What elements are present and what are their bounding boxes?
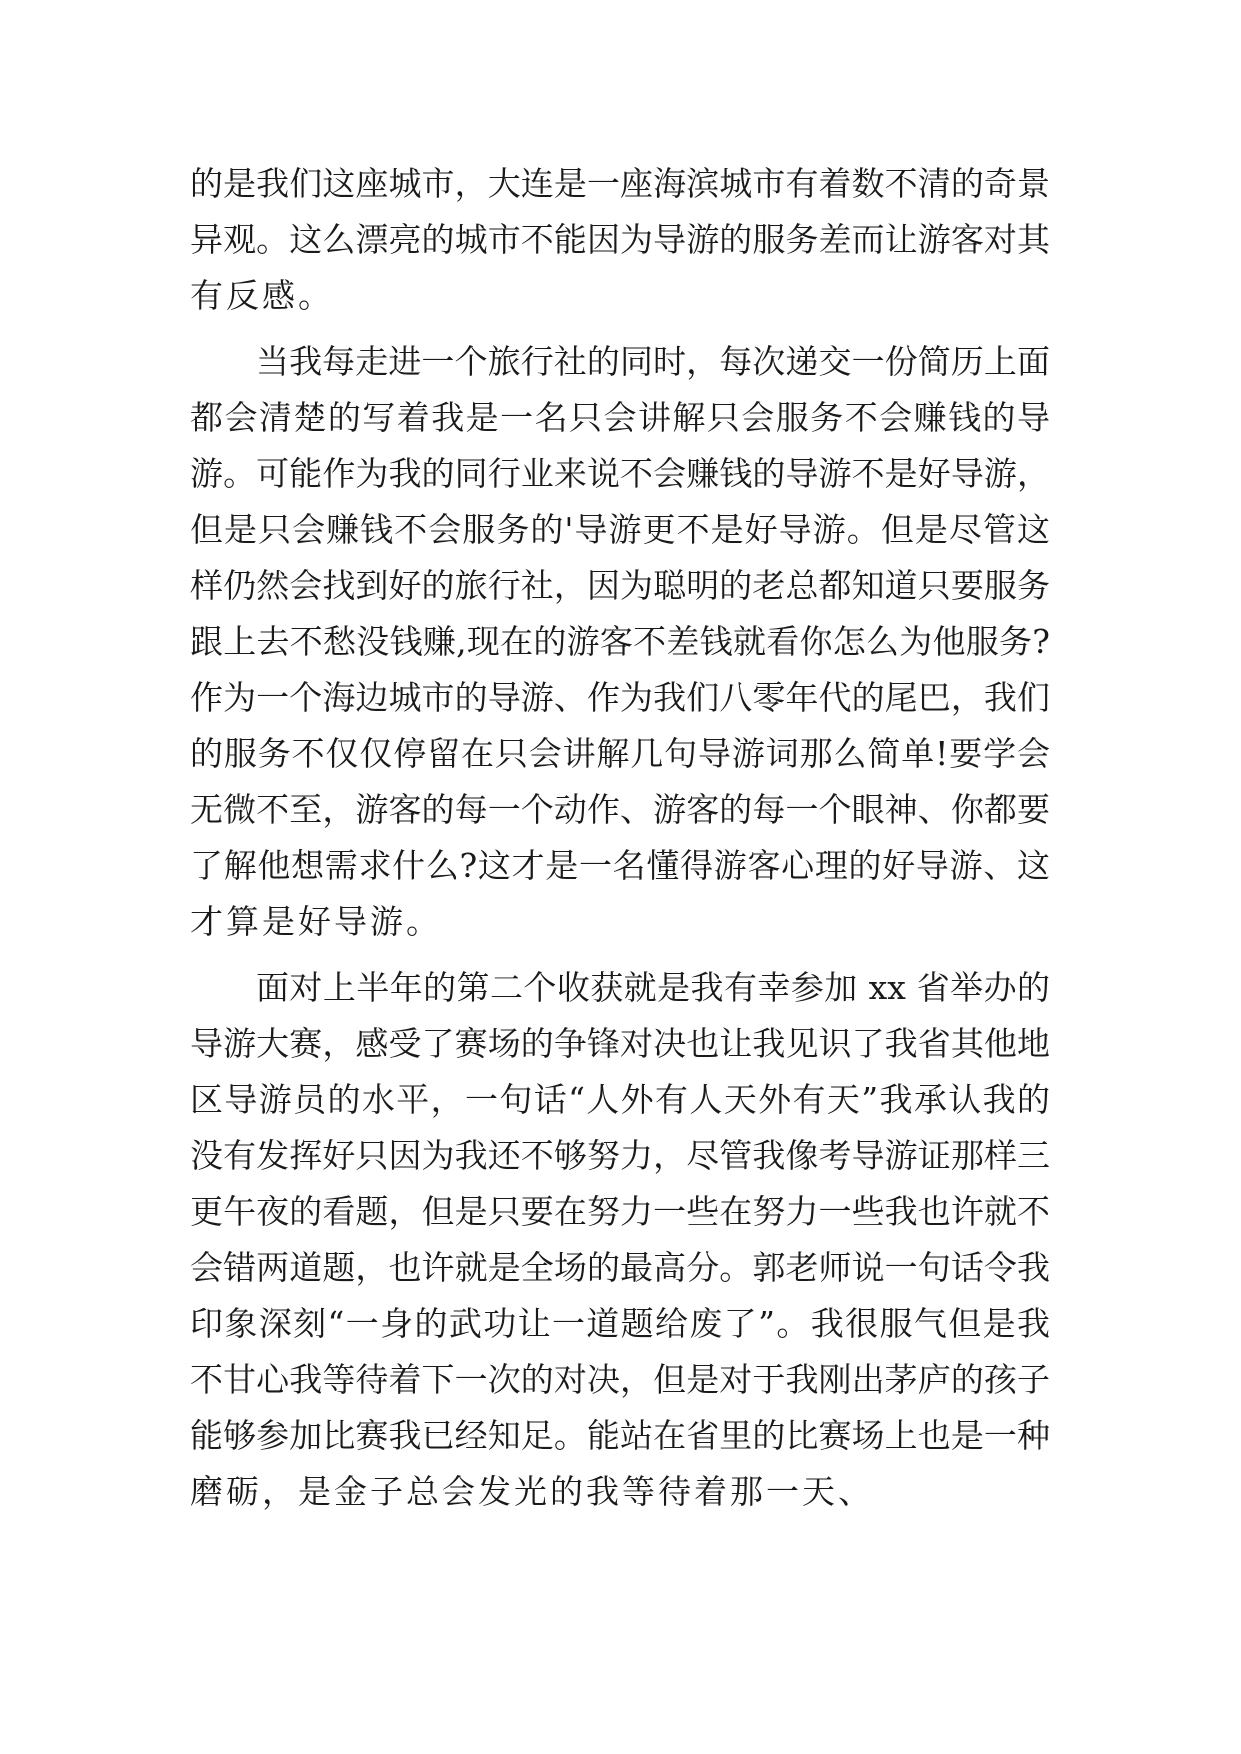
text-line: 作为一个海边城市的导游、作为我们八零年代的尾巴，我们 <box>190 678 1050 717</box>
paragraph-gap <box>190 950 1050 960</box>
text-line: 没有发挥好只因为我还不够努力，尽管我像考导游证那样三 <box>190 1136 1050 1175</box>
paragraph-gap <box>190 324 1050 334</box>
text-line: 的是我们这座城市，大连是一座海滨城市有着数不清的奇景 <box>190 164 1050 203</box>
text-line: 面对上半年的第二个收获就是我有幸参加 xx 省举办的 <box>256 968 1050 1007</box>
text-line: 游。可能作为我的同行业来说不会赚钱的导游不是好导游， <box>190 454 1050 493</box>
text-line: 会错两道题，也许就是全场的最高分。郭老师说一句话令我 <box>190 1248 1050 1287</box>
text-line: 了解他想需求什么?这才是一名懂得游客心理的好导游、这 <box>190 846 1050 885</box>
text-line: 导游大赛，感受了赛场的争锋对决也让我见识了我省其他地 <box>190 1024 1050 1063</box>
text-line: 但是只会赚钱不会服务的'导游更不是好导游。但是尽管这 <box>190 510 1050 549</box>
paragraph-2 <box>190 334 1050 950</box>
text-line: 无微不至，游客的每一个动作、游客的每一个眼神、你都要 <box>190 790 1050 829</box>
text-line: 能够参加比赛我已经知足。能站在省里的比赛场上也是一种 <box>190 1416 1050 1455</box>
text-line: 当我每走进一个旅行社的同时，每次递交一份简历上面 <box>256 342 1050 381</box>
text-line: 有反感。 <box>190 276 334 315</box>
text-line: 都会清楚的写着我是一名只会讲解只会服务不会赚钱的导 <box>190 398 1050 437</box>
paragraph-3 <box>190 960 1050 1520</box>
text-line: 样仍然会找到好的旅行社，因为聪明的老总都知道只要服务 <box>190 566 1050 605</box>
text-line: 才算是好导游。 <box>190 902 442 941</box>
text-line: 区导游员的水平，一句话“人外有人天外有天”我承认我的 <box>190 1080 1050 1119</box>
paragraph-1 <box>190 156 1050 324</box>
text-line: 异观。这么漂亮的城市不能因为导游的服务差而让游客对其 <box>190 220 1050 259</box>
text-line: 更午夜的看题，但是只要在努力一些在努力一些我也许就不 <box>190 1192 1050 1231</box>
text-line: 跟上去不愁没钱赚,现在的游客不差钱就看你怎么为他服务? <box>190 622 1050 661</box>
document-body <box>190 156 1050 1520</box>
text-line: 磨砺，是金子总会发光的我等待着那一天、 <box>190 1472 874 1511</box>
text-line: 的服务不仅仅停留在只会讲解几句导游词那么简单!要学会 <box>190 734 1050 773</box>
text-line: 印象深刻“一身的武功让一道题给废了”。我很服气但是我 <box>190 1304 1050 1343</box>
text-line: 不甘心我等待着下一次的对决，但是对于我刚出茅庐的孩子 <box>190 1360 1050 1399</box>
